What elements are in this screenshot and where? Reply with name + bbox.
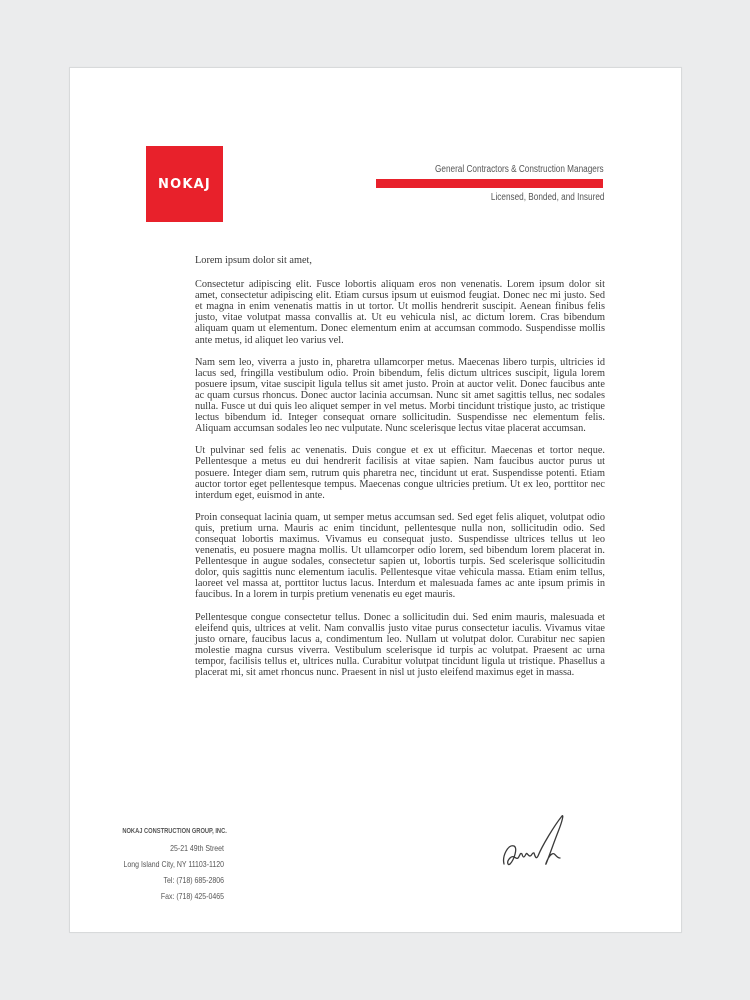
letterhead-page — [69, 67, 682, 933]
header-accent-bar — [376, 179, 603, 188]
letter-paragraph-3: Ut pulvinar sed felis ac venenatis. Duis congue et ex ut efficitur. Maecenas et tortor neque. Pellentesque a metus eu dui hendrerit facilisis at vitae sapien. Nam faucibus auctor purus ut posuere. Integer diam sem, rutrum quis pharetra nec, tincidunt ut erat. Suspendisse potenti. Etiam auctor tortor eget pellentesque tempus. Maecenas congue ultricies pretium. Ut ex leo, porttitor nec interdum eget, euismod in ante. — [195, 445, 605, 501]
footer-company-name: NOKAJ CONSTRUCTION GROUP, INC. — [122, 828, 227, 835]
letter-paragraph-1: Consectetur adipiscing elit. Fusce lobortis aliquam eros non venenatis. Lorem ipsum dolor sit amet, consectetur adipiscing elit. Etiam cursus ipsum ut euismod feugiat. Donec nec mi justo. Sed et magna in enim venenatis mattis in ut tortor. Ut mollis hendrerit suscipit. Aenean finibus felis justo, vitae volutpat massa convallis at. Ut eu vehicula nisl, ac dictum lorem. Cras bibendum aliquam quam ut elementum. Donec elementum enim at accumsan commodo. Suspendisse mollis ante metus, id aliquet leo varius vel. — [195, 279, 605, 346]
company-address-block — [100, 826, 227, 904]
logo-text: NOKAJ — [158, 176, 211, 192]
footer-street: 25-21 49th Street — [170, 843, 224, 853]
tagline-secondary: Licensed, Bonded, and Insured — [490, 192, 604, 203]
tagline-primary: General Contractors & Construction Managers — [435, 164, 604, 175]
letter-paragraph-5: Pellentesque congue consectetur tellus. Donec a sollicitudin dui. Sed enim mauris, malesuada et eleifend quis, ultrices at velit. Nam convallis justo vitae purus consectetur iaculis. Vivamus vitae justo ornare, faucibus lacus a, condimentum leo. Nullam ut volutpat dolor. Curabitur nec sapien molestie magna cursus viverra. Vestibulum scelerisque id turpis ac volutpat. Praesent ac urna tempor, facilisis tellus et, ultrices nulla. Curabitur volutpat tincidunt ligula ut tristique. Phasellus a placerat mi, sit amet rhoncus nunc. Praesent in nisl ut justo eleifend maximus eget in massa. — [195, 611, 605, 678]
letter-greeting: Lorem ipsum dolor sit amet, — [195, 255, 312, 266]
signature-icon — [500, 806, 585, 876]
letter-body — [195, 255, 605, 689]
footer-tel: Tel: (718) 685-2806 — [163, 875, 224, 885]
letter-paragraph-4: Proin consequat lacinia quam, ut semper metus accumsan sed. Sed eget felis aliquet, volutpat odio quis, pretium urna. Mauris ac enim tincidunt, pellentesque nulla non, sollicitudin odio. Sed consequat lobortis maximus. Vivamus eu consequat justo. Suspendisse ultrices tellus ut leo venenatis, eu posuere magna mollis. Ut ullamcorper odio lorem, sed bibendum lorem placerat in. Pellentesque in augue sodales, consectetur sapien ut, lobortis turpis. Sed scelerisque sollicitudin dolor, quis sagittis nunc elementum iaculis. Pellentesque vitae vehicula massa. Etiam enim tellus, laoreet vel massa at, porttitor luctus lacus. Interdum et malesuada fames ac ante ipsum primis in faucibus. In a lorem in turpis pretium venenatis eu eget mauris. — [195, 511, 605, 601]
letter-paragraph-2: Nam sem leo, viverra a justo in, pharetra ullamcorper metus. Maecenas libero turpis, ultricies id lacus sed, fringilla vestibulum odio. Proin bibendum, felis dictum ultrices suscipit, ligula lorem posuere ipsum, vitae suscipit ligula tellus sit amet justo. Proin at auctor velit. Donec faucibus ante ac quam cursus rhoncus. Donec auctor lacinia accumsan. Nunc sit amet sagittis tellus, nec sodales nulla. Fusce ut dui quis leo aliquet semper in vel metus. Morbi tincidunt tristique justo, ac tristique lectus bibendum id. Integer consequat ornare sollicitudin. Suspendisse nec elementum felis. Aliquam accumsan sodales leo nec vulputate. Nunc scelerisque lectus vitae placerat accumsan. — [195, 356, 605, 435]
footer-city: Long Island City, NY 11103-1120 — [123, 859, 224, 869]
company-logo — [146, 146, 223, 222]
footer-fax: Fax: (718) 425-0465 — [160, 891, 224, 901]
